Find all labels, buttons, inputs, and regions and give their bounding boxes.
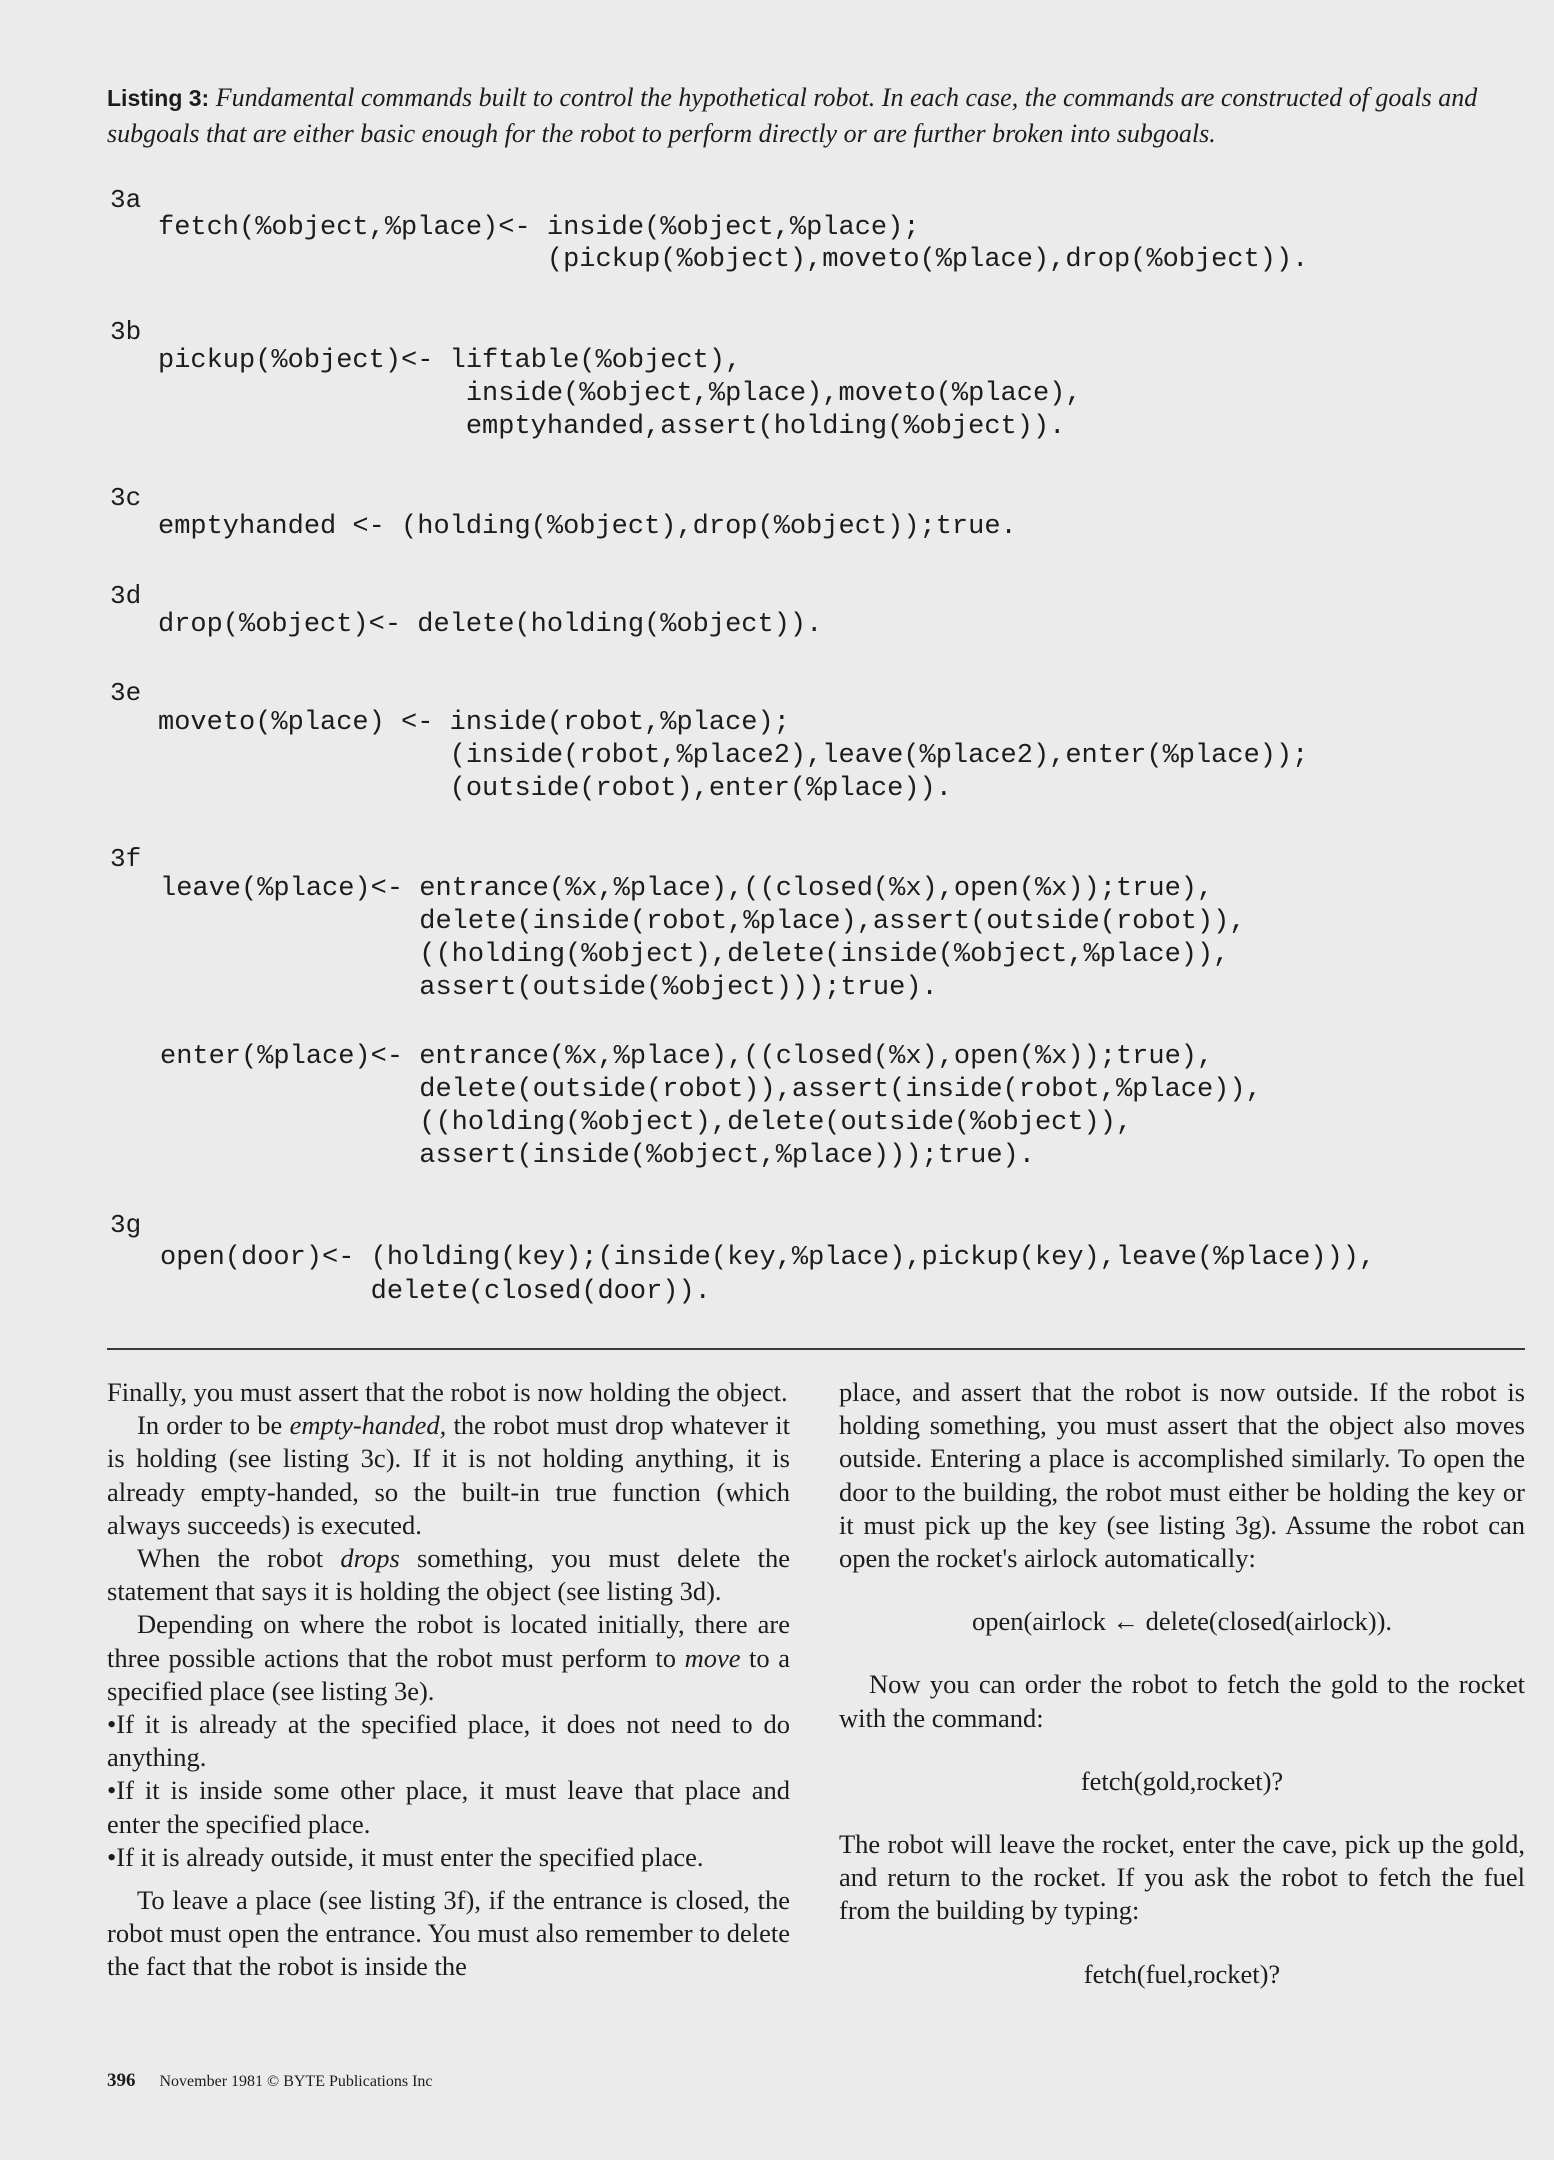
command-example: open(airlock ← delete(closed(airlock)).	[971, 1606, 1393, 1637]
emphasis: move	[684, 1642, 741, 1673]
page-footer	[107, 2070, 433, 2093]
code-line: open(door)<- (holding(key);(inside(key,%place),pickup(key),leave(%place))),	[160, 1243, 1376, 1273]
code-line: emptyhanded,assert(holding(%object)).	[158, 412, 1066, 442]
bullet-item: •If it is inside some other place, it must leave that place and enter the specified place.	[107, 1775, 790, 1839]
section-label-3b: 3b	[110, 317, 142, 347]
body-column-right	[839, 1376, 1525, 1991]
code-line: (inside(robot,%place2),leave(%place2),enter(%place));	[158, 741, 1309, 771]
text-run: When the robot	[137, 1543, 341, 1574]
paragraph	[107, 1542, 790, 1608]
text-run: In order to be	[137, 1410, 290, 1441]
code-line: delete(outside(robot)),assert(inside(robot,%place)),	[160, 1075, 1262, 1105]
code-line: pickup(%object)<- liftable(%object),	[158, 346, 742, 376]
text-run: Depending on where the robot is located initially, there are three possible actions that the robot must perform to	[107, 1609, 790, 1673]
code-line: ((holding(%object),delete(inside(%object,%place)),	[160, 940, 1230, 970]
code-line: enter(%place)<- entrance(%x,%place),((closed(%x),open(%x));true),	[160, 1042, 1214, 1072]
horizontal-rule	[107, 1348, 1525, 1350]
emphasis: empty-handed,	[289, 1410, 447, 1441]
text-run: to a specified place (see listing 3e).	[107, 1642, 790, 1706]
paragraph: To leave a place (see listing 3f), if the entrance is closed, the robot must open the entrance. You must also remember to delete the fact that the robot is inside the	[107, 1885, 790, 1982]
paragraph: Now you can order the robot to fetch the gold to the rocket with the command:	[839, 1669, 1525, 1733]
code-line: inside(%object,%place),moveto(%place),	[158, 379, 1082, 409]
code-line: (outside(robot),enter(%place)).	[158, 774, 952, 804]
text-run: the robot must drop whatever it is holding (see listing 3c). If it is not holding anything, it is already empty-handed, so the built-in true function (which always succeeds) is executed.	[107, 1410, 790, 1540]
command-example: fetch(fuel,rocket)?	[1083, 1958, 1281, 1989]
section-label-3g: 3g	[110, 1210, 142, 1240]
code-line: emptyhanded <- (holding(%object),drop(%object));true.	[158, 512, 1017, 542]
page-number: 396	[107, 2070, 136, 2091]
code-line: (pickup(%object),moveto(%place),drop(%object)).	[158, 245, 1309, 275]
section-label-3a: 3a	[110, 185, 142, 215]
code-line: delete(inside(robot,%place),assert(outside(robot)),	[160, 907, 1246, 937]
paragraph	[107, 1409, 790, 1542]
code-line: moveto(%place) <- inside(robot,%place);	[158, 708, 790, 738]
paragraph: Finally, you must assert that the robot is now holding the object.	[107, 1377, 788, 1407]
code-line: drop(%object)<- delete(holding(%object)).	[158, 610, 823, 640]
paragraph: place, and assert that the robot is now outside. If the robot is holding something, you must assert that the object also moves outside. Entering a place is accomplished similarly. To open the door to the building, the robot must either be holding the key or it must pick up the key (see listing 3g). Assume the robot can open the rocket's airlock automatically:	[839, 1377, 1525, 1574]
paragraph	[107, 1608, 790, 1708]
code-line: ((holding(%object),delete(outside(%object)),	[160, 1108, 1133, 1138]
body-column-left	[107, 1376, 790, 1984]
text-run: something, you must delete the statement that says it is holding the object (see listing 3d).	[107, 1543, 790, 1607]
code-line: leave(%place)<- entrance(%x,%place),((closed(%x),open(%x));true),	[160, 874, 1214, 904]
emphasis: drops	[340, 1543, 400, 1574]
command-example: fetch(gold,rocket)?	[1080, 1765, 1284, 1796]
section-label-3e: 3e	[110, 678, 142, 708]
bullet-item: •If it is already outside, it must enter the specified place.	[107, 1841, 704, 1872]
code-line: delete(closed(door)).	[160, 1277, 711, 1307]
code-line: fetch(%object,%place)<- inside(%object,%place);	[158, 213, 920, 243]
section-label-3d: 3d	[110, 581, 142, 611]
code-line: assert(inside(%object,%place)));true).	[160, 1141, 1035, 1171]
section-label-3f: 3f	[110, 844, 142, 874]
code-line: assert(outside(%object)));true).	[160, 973, 938, 1003]
section-label-3c: 3c	[110, 483, 142, 513]
footer-text: November 1981 © BYTE Publications Inc	[159, 2073, 433, 2090]
bullet-item: •If it is already at the specified place, it does not need to do anything.	[107, 1709, 790, 1773]
paragraph: The robot will leave the rocket, enter the cave, pick up the gold, and return to the rocket. If you ask the robot to fetch the fuel from the building by typing:	[839, 1829, 1525, 1926]
caption-label: Listing 3:	[107, 85, 210, 111]
caption-text: Fundamental commands built to control the hypothetical robot. In each case, the commands are constructed of goals and subgoals that are either basic enough for the robot to perform directly or are further broken into subgoals.	[107, 83, 1478, 148]
